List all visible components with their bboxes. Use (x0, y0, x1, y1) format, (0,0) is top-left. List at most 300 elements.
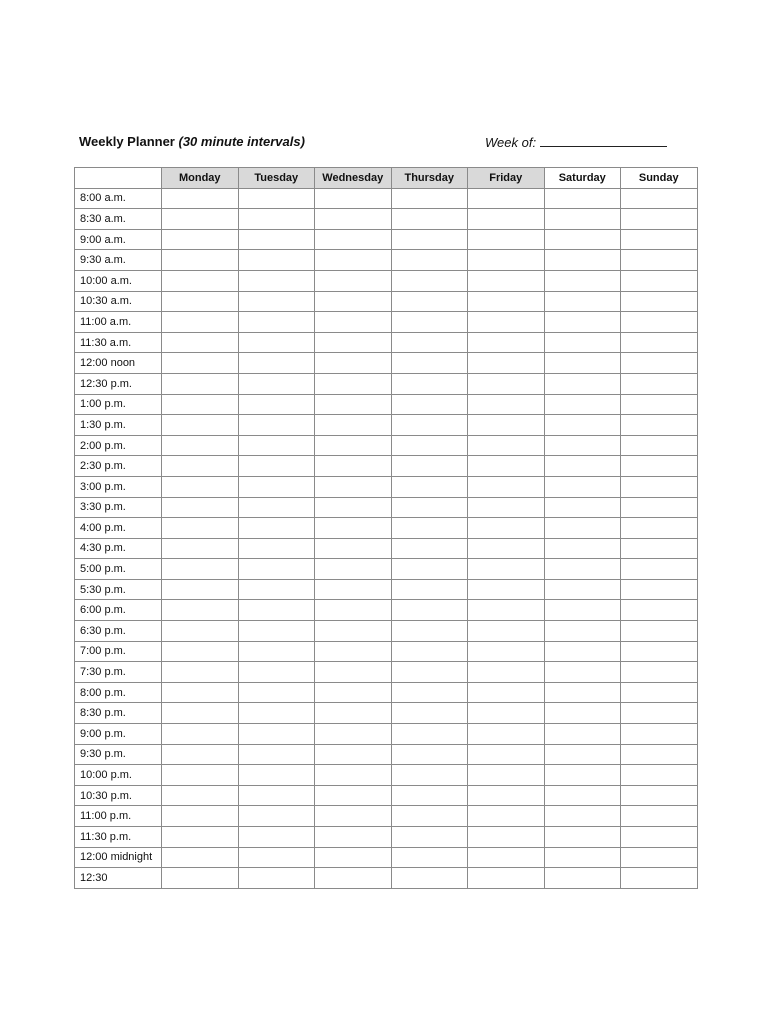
slot-cell-sunday[interactable] (621, 476, 698, 497)
slot-cell-monday[interactable] (162, 744, 239, 765)
time-row (75, 744, 698, 765)
slot-cell-sunday[interactable] (621, 394, 698, 415)
slot-cell-wednesday[interactable] (315, 682, 392, 703)
slot-cell-friday[interactable] (468, 353, 545, 374)
slot-cell-wednesday[interactable] (315, 847, 392, 868)
slot-cell-thursday[interactable] (391, 394, 468, 415)
slot-cell-tuesday[interactable] (238, 538, 315, 559)
time-label: 12:30 (75, 868, 162, 889)
slot-cell-tuesday[interactable] (238, 415, 315, 436)
time-row (75, 641, 698, 662)
day-header-row (75, 168, 698, 189)
time-label: 11:30 a.m. (75, 332, 162, 353)
slot-cell-tuesday[interactable] (238, 353, 315, 374)
week-of-blank-line[interactable] (540, 134, 667, 147)
slot-cell-monday[interactable] (162, 250, 239, 271)
slot-cell-saturday[interactable] (544, 724, 621, 745)
slot-cell-sunday[interactable] (621, 765, 698, 786)
slot-cell-wednesday[interactable] (315, 559, 392, 580)
title-subtitle: (30 minute intervals) (178, 134, 305, 149)
slot-cell-sunday[interactable] (621, 250, 698, 271)
slot-cell-thursday[interactable] (391, 827, 468, 848)
slot-cell-saturday[interactable] (544, 332, 621, 353)
slot-cell-friday[interactable] (468, 600, 545, 621)
slot-cell-monday[interactable] (162, 662, 239, 683)
slot-cell-monday[interactable] (162, 435, 239, 456)
slot-cell-sunday[interactable] (621, 291, 698, 312)
slot-cell-saturday[interactable] (544, 291, 621, 312)
slot-cell-friday[interactable] (468, 744, 545, 765)
slot-cell-friday[interactable] (468, 415, 545, 436)
slot-cell-wednesday[interactable] (315, 394, 392, 415)
slot-cell-monday[interactable] (162, 456, 239, 477)
slot-cell-thursday[interactable] (391, 662, 468, 683)
day-header-saturday: Saturday (544, 168, 621, 189)
time-label: 8:00 a.m. (75, 188, 162, 209)
slot-cell-wednesday[interactable] (315, 827, 392, 848)
slot-cell-saturday[interactable] (544, 600, 621, 621)
slot-cell-thursday[interactable] (391, 641, 468, 662)
slot-cell-saturday[interactable] (544, 621, 621, 642)
slot-cell-saturday[interactable] (544, 868, 621, 889)
slot-cell-saturday[interactable] (544, 827, 621, 848)
slot-cell-friday[interactable] (468, 209, 545, 230)
page-title (79, 134, 305, 149)
slot-cell-thursday[interactable] (391, 435, 468, 456)
planner-header (79, 134, 679, 154)
time-row (75, 353, 698, 374)
slot-cell-sunday[interactable] (621, 621, 698, 642)
slot-cell-monday[interactable] (162, 394, 239, 415)
time-row (75, 682, 698, 703)
slot-cell-monday[interactable] (162, 724, 239, 745)
slot-cell-thursday[interactable] (391, 744, 468, 765)
slot-cell-saturday[interactable] (544, 559, 621, 580)
time-row (75, 868, 698, 889)
slot-cell-sunday[interactable] (621, 353, 698, 374)
slot-cell-monday[interactable] (162, 765, 239, 786)
slot-cell-thursday[interactable] (391, 868, 468, 889)
slot-cell-thursday[interactable] (391, 229, 468, 250)
day-header-friday: Friday (468, 168, 545, 189)
slot-cell-tuesday[interactable] (238, 785, 315, 806)
slot-cell-tuesday[interactable] (238, 662, 315, 683)
slot-cell-tuesday[interactable] (238, 868, 315, 889)
slot-cell-thursday[interactable] (391, 724, 468, 745)
slot-cell-saturday[interactable] (544, 250, 621, 271)
slot-cell-sunday[interactable] (621, 559, 698, 580)
time-label: 10:30 p.m. (75, 785, 162, 806)
slot-cell-sunday[interactable] (621, 373, 698, 394)
slot-cell-saturday[interactable] (544, 456, 621, 477)
slot-cell-tuesday[interactable] (238, 270, 315, 291)
slot-cell-sunday[interactable] (621, 724, 698, 745)
slot-cell-thursday[interactable] (391, 476, 468, 497)
slot-cell-wednesday[interactable] (315, 332, 392, 353)
slot-cell-thursday[interactable] (391, 312, 468, 333)
slot-cell-monday[interactable] (162, 785, 239, 806)
slot-cell-saturday[interactable] (544, 662, 621, 683)
slot-cell-saturday[interactable] (544, 353, 621, 374)
time-label: 10:00 a.m. (75, 270, 162, 291)
slot-cell-wednesday[interactable] (315, 497, 392, 518)
slot-cell-monday[interactable] (162, 373, 239, 394)
slot-cell-thursday[interactable] (391, 682, 468, 703)
time-label: 6:00 p.m. (75, 600, 162, 621)
slot-cell-thursday[interactable] (391, 209, 468, 230)
time-label: 9:30 a.m. (75, 250, 162, 271)
slot-cell-saturday[interactable] (544, 497, 621, 518)
slot-cell-monday[interactable] (162, 209, 239, 230)
slot-cell-sunday[interactable] (621, 579, 698, 600)
slot-cell-wednesday[interactable] (315, 518, 392, 539)
slot-cell-thursday[interactable] (391, 188, 468, 209)
slot-cell-tuesday[interactable] (238, 703, 315, 724)
slot-cell-wednesday[interactable] (315, 868, 392, 889)
slot-cell-monday[interactable] (162, 270, 239, 291)
time-label: 4:30 p.m. (75, 538, 162, 559)
slot-cell-friday[interactable] (468, 641, 545, 662)
slot-cell-saturday[interactable] (544, 538, 621, 559)
slot-cell-sunday[interactable] (621, 682, 698, 703)
slot-cell-monday[interactable] (162, 497, 239, 518)
day-header-thursday: Thursday (391, 168, 468, 189)
slot-cell-wednesday[interactable] (315, 435, 392, 456)
slot-cell-friday[interactable] (468, 270, 545, 291)
slot-cell-tuesday[interactable] (238, 806, 315, 827)
slot-cell-wednesday[interactable] (315, 579, 392, 600)
slot-cell-tuesday[interactable] (238, 476, 315, 497)
slot-cell-tuesday[interactable] (238, 373, 315, 394)
slot-cell-saturday[interactable] (544, 703, 621, 724)
time-row (75, 209, 698, 230)
slot-cell-saturday[interactable] (544, 229, 621, 250)
slot-cell-sunday[interactable] (621, 415, 698, 436)
slot-cell-wednesday[interactable] (315, 641, 392, 662)
slot-cell-tuesday[interactable] (238, 518, 315, 539)
slot-cell-tuesday[interactable] (238, 456, 315, 477)
slot-cell-tuesday[interactable] (238, 291, 315, 312)
time-row (75, 373, 698, 394)
slot-cell-saturday[interactable] (544, 765, 621, 786)
time-row (75, 456, 698, 477)
slot-cell-sunday[interactable] (621, 518, 698, 539)
slot-cell-wednesday[interactable] (315, 291, 392, 312)
time-label: 8:00 p.m. (75, 682, 162, 703)
slot-cell-wednesday[interactable] (315, 456, 392, 477)
slot-cell-monday[interactable] (162, 538, 239, 559)
slot-cell-wednesday[interactable] (315, 373, 392, 394)
slot-cell-sunday[interactable] (621, 497, 698, 518)
title-text: Weekly Planner (79, 134, 175, 149)
planner-body (75, 188, 698, 888)
slot-cell-friday[interactable] (468, 682, 545, 703)
slot-cell-tuesday[interactable] (238, 579, 315, 600)
slot-cell-monday[interactable] (162, 291, 239, 312)
slot-cell-wednesday[interactable] (315, 415, 392, 436)
slot-cell-friday[interactable] (468, 497, 545, 518)
slot-cell-thursday[interactable] (391, 332, 468, 353)
time-row (75, 827, 698, 848)
slot-cell-friday[interactable] (468, 312, 545, 333)
slot-cell-monday[interactable] (162, 827, 239, 848)
slot-cell-friday[interactable] (468, 827, 545, 848)
slot-cell-friday[interactable] (468, 538, 545, 559)
time-row (75, 621, 698, 642)
slot-cell-thursday[interactable] (391, 373, 468, 394)
slot-cell-friday[interactable] (468, 579, 545, 600)
slot-cell-thursday[interactable] (391, 703, 468, 724)
slot-cell-tuesday[interactable] (238, 497, 315, 518)
slot-cell-tuesday[interactable] (238, 332, 315, 353)
slot-cell-thursday[interactable] (391, 518, 468, 539)
slot-cell-thursday[interactable] (391, 765, 468, 786)
slot-cell-thursday[interactable] (391, 579, 468, 600)
slot-cell-tuesday[interactable] (238, 312, 315, 333)
slot-cell-friday[interactable] (468, 188, 545, 209)
slot-cell-monday[interactable] (162, 312, 239, 333)
slot-cell-sunday[interactable] (621, 538, 698, 559)
slot-cell-saturday[interactable] (544, 373, 621, 394)
time-label: 7:00 p.m. (75, 641, 162, 662)
day-header-wednesday: Wednesday (315, 168, 392, 189)
slot-cell-sunday[interactable] (621, 827, 698, 848)
slot-cell-tuesday[interactable] (238, 744, 315, 765)
slot-cell-friday[interactable] (468, 435, 545, 456)
slot-cell-friday[interactable] (468, 806, 545, 827)
slot-cell-tuesday[interactable] (238, 229, 315, 250)
time-label: 10:30 a.m. (75, 291, 162, 312)
slot-cell-wednesday[interactable] (315, 250, 392, 271)
slot-cell-saturday[interactable] (544, 209, 621, 230)
slot-cell-thursday[interactable] (391, 415, 468, 436)
slot-cell-wednesday[interactable] (315, 188, 392, 209)
time-label: 7:30 p.m. (75, 662, 162, 683)
slot-cell-thursday[interactable] (391, 353, 468, 374)
time-label: 4:00 p.m. (75, 518, 162, 539)
slot-cell-friday[interactable] (468, 559, 545, 580)
slot-cell-sunday[interactable] (621, 600, 698, 621)
slot-cell-friday[interactable] (468, 868, 545, 889)
slot-cell-sunday[interactable] (621, 312, 698, 333)
slot-cell-friday[interactable] (468, 456, 545, 477)
time-row (75, 394, 698, 415)
slot-cell-friday[interactable] (468, 785, 545, 806)
slot-cell-friday[interactable] (468, 621, 545, 642)
slot-cell-monday[interactable] (162, 703, 239, 724)
slot-cell-friday[interactable] (468, 250, 545, 271)
time-row (75, 579, 698, 600)
slot-cell-wednesday[interactable] (315, 744, 392, 765)
slot-cell-wednesday[interactable] (315, 703, 392, 724)
slot-cell-wednesday[interactable] (315, 621, 392, 642)
slot-cell-friday[interactable] (468, 394, 545, 415)
time-label: 3:30 p.m. (75, 497, 162, 518)
slot-cell-monday[interactable] (162, 682, 239, 703)
slot-cell-wednesday[interactable] (315, 312, 392, 333)
slot-cell-thursday[interactable] (391, 806, 468, 827)
slot-cell-tuesday[interactable] (238, 724, 315, 745)
slot-cell-wednesday[interactable] (315, 785, 392, 806)
slot-cell-friday[interactable] (468, 724, 545, 745)
slot-cell-sunday[interactable] (621, 847, 698, 868)
slot-cell-monday[interactable] (162, 518, 239, 539)
slot-cell-wednesday[interactable] (315, 600, 392, 621)
time-label: 10:00 p.m. (75, 765, 162, 786)
time-label: 12:00 midnight (75, 847, 162, 868)
slot-cell-friday[interactable] (468, 229, 545, 250)
slot-cell-saturday[interactable] (544, 785, 621, 806)
slot-cell-tuesday[interactable] (238, 435, 315, 456)
slot-cell-tuesday[interactable] (238, 188, 315, 209)
time-row (75, 518, 698, 539)
time-row (75, 435, 698, 456)
time-row (75, 229, 698, 250)
slot-cell-friday[interactable] (468, 518, 545, 539)
day-header-sunday: Sunday (621, 168, 698, 189)
slot-cell-sunday[interactable] (621, 188, 698, 209)
slot-cell-monday[interactable] (162, 415, 239, 436)
slot-cell-tuesday[interactable] (238, 600, 315, 621)
slot-cell-sunday[interactable] (621, 435, 698, 456)
slot-cell-sunday[interactable] (621, 456, 698, 477)
slot-cell-tuesday[interactable] (238, 641, 315, 662)
slot-cell-friday[interactable] (468, 291, 545, 312)
slot-cell-saturday[interactable] (544, 394, 621, 415)
slot-cell-saturday[interactable] (544, 579, 621, 600)
slot-cell-monday[interactable] (162, 476, 239, 497)
slot-cell-monday[interactable] (162, 621, 239, 642)
slot-cell-thursday[interactable] (391, 559, 468, 580)
slot-cell-thursday[interactable] (391, 497, 468, 518)
slot-cell-friday[interactable] (468, 373, 545, 394)
slot-cell-friday[interactable] (468, 765, 545, 786)
slot-cell-friday[interactable] (468, 332, 545, 353)
slot-cell-saturday[interactable] (544, 312, 621, 333)
slot-cell-wednesday[interactable] (315, 806, 392, 827)
slot-cell-saturday[interactable] (544, 518, 621, 539)
slot-cell-monday[interactable] (162, 332, 239, 353)
time-row (75, 847, 698, 868)
slot-cell-thursday[interactable] (391, 785, 468, 806)
slot-cell-saturday[interactable] (544, 682, 621, 703)
slot-cell-saturday[interactable] (544, 847, 621, 868)
time-row (75, 662, 698, 683)
day-header-monday: Monday (162, 168, 239, 189)
slot-cell-sunday[interactable] (621, 785, 698, 806)
slot-cell-saturday[interactable] (544, 270, 621, 291)
slot-cell-tuesday[interactable] (238, 559, 315, 580)
slot-cell-thursday[interactable] (391, 270, 468, 291)
week-of-field[interactable] (485, 134, 667, 150)
slot-cell-friday[interactable] (468, 662, 545, 683)
slot-cell-wednesday[interactable] (315, 229, 392, 250)
slot-cell-saturday[interactable] (544, 744, 621, 765)
slot-cell-saturday[interactable] (544, 476, 621, 497)
slot-cell-friday[interactable] (468, 703, 545, 724)
time-label: 2:30 p.m. (75, 456, 162, 477)
slot-cell-monday[interactable] (162, 188, 239, 209)
slot-cell-wednesday[interactable] (315, 662, 392, 683)
slot-cell-wednesday[interactable] (315, 270, 392, 291)
time-row (75, 291, 698, 312)
slot-cell-monday[interactable] (162, 559, 239, 580)
time-label: 11:00 p.m. (75, 806, 162, 827)
slot-cell-tuesday[interactable] (238, 682, 315, 703)
time-row (75, 703, 698, 724)
time-row (75, 270, 698, 291)
slot-cell-thursday[interactable] (391, 538, 468, 559)
slot-cell-tuesday[interactable] (238, 847, 315, 868)
slot-cell-wednesday[interactable] (315, 724, 392, 745)
slot-cell-thursday[interactable] (391, 291, 468, 312)
slot-cell-sunday[interactable] (621, 806, 698, 827)
slot-cell-tuesday[interactable] (238, 250, 315, 271)
slot-cell-tuesday[interactable] (238, 827, 315, 848)
slot-cell-sunday[interactable] (621, 641, 698, 662)
slot-cell-monday[interactable] (162, 579, 239, 600)
slot-cell-friday[interactable] (468, 847, 545, 868)
slot-cell-thursday[interactable] (391, 600, 468, 621)
slot-cell-monday[interactable] (162, 868, 239, 889)
time-label: 2:00 p.m. (75, 435, 162, 456)
slot-cell-tuesday[interactable] (238, 621, 315, 642)
slot-cell-wednesday[interactable] (315, 476, 392, 497)
slot-cell-thursday[interactable] (391, 847, 468, 868)
time-row (75, 188, 698, 209)
slot-cell-sunday[interactable] (621, 229, 698, 250)
time-row (75, 497, 698, 518)
time-label: 8:30 a.m. (75, 209, 162, 230)
time-label: 5:00 p.m. (75, 559, 162, 580)
slot-cell-saturday[interactable] (544, 806, 621, 827)
slot-cell-thursday[interactable] (391, 621, 468, 642)
slot-cell-thursday[interactable] (391, 456, 468, 477)
slot-cell-wednesday[interactable] (315, 209, 392, 230)
slot-cell-sunday[interactable] (621, 703, 698, 724)
slot-cell-saturday[interactable] (544, 641, 621, 662)
slot-cell-saturday[interactable] (544, 435, 621, 456)
slot-cell-wednesday[interactable] (315, 538, 392, 559)
slot-cell-tuesday[interactable] (238, 209, 315, 230)
slot-cell-sunday[interactable] (621, 744, 698, 765)
slot-cell-monday[interactable] (162, 641, 239, 662)
slot-cell-sunday[interactable] (621, 332, 698, 353)
time-row (75, 765, 698, 786)
slot-cell-tuesday[interactable] (238, 765, 315, 786)
slot-cell-tuesday[interactable] (238, 394, 315, 415)
slot-cell-monday[interactable] (162, 806, 239, 827)
time-label: 12:00 noon (75, 353, 162, 374)
slot-cell-wednesday[interactable] (315, 765, 392, 786)
slot-cell-wednesday[interactable] (315, 353, 392, 374)
slot-cell-saturday[interactable] (544, 415, 621, 436)
slot-cell-sunday[interactable] (621, 270, 698, 291)
time-label: 3:00 p.m. (75, 476, 162, 497)
day-header-tuesday: Tuesday (238, 168, 315, 189)
slot-cell-thursday[interactable] (391, 250, 468, 271)
slot-cell-saturday[interactable] (544, 188, 621, 209)
slot-cell-sunday[interactable] (621, 662, 698, 683)
slot-cell-monday[interactable] (162, 229, 239, 250)
slot-cell-monday[interactable] (162, 847, 239, 868)
slot-cell-sunday[interactable] (621, 868, 698, 889)
slot-cell-sunday[interactable] (621, 209, 698, 230)
time-label: 9:30 p.m. (75, 744, 162, 765)
slot-cell-friday[interactable] (468, 476, 545, 497)
slot-cell-monday[interactable] (162, 353, 239, 374)
slot-cell-monday[interactable] (162, 600, 239, 621)
